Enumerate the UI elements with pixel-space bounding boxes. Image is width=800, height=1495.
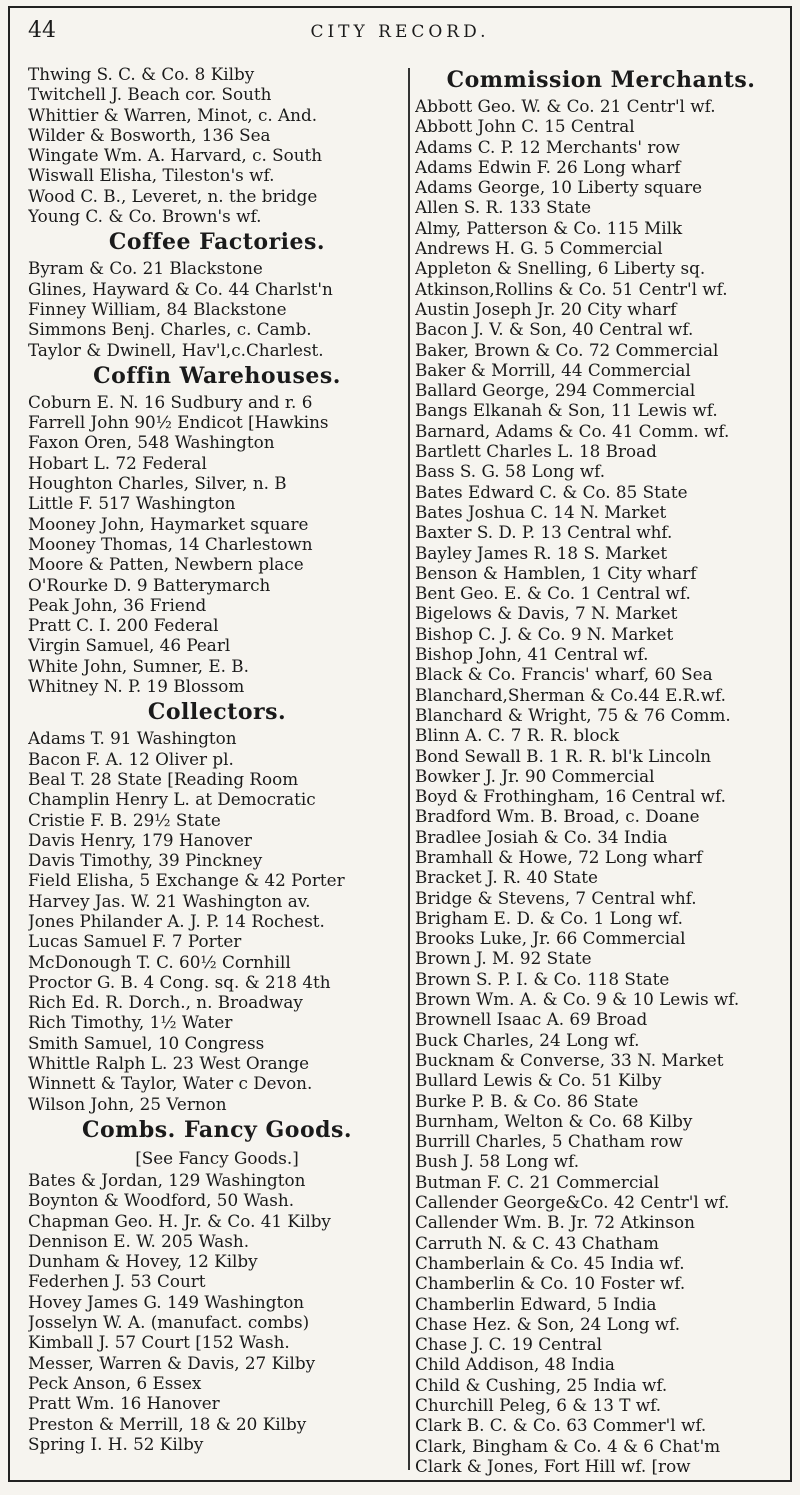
directory-entry: Messer, Warren & Davis, 27 Kilby (28, 1352, 316, 1373)
directory-entry: Bacon F. A. 12 Oliver pl. (28, 748, 234, 769)
directory-entry: Child Addison, 48 India (415, 1354, 615, 1375)
directory-entry: Proctor G. B. 4 Cong. sq. & 218 4th (28, 971, 331, 992)
directory-entry: Adams George, 10 Liberty square (415, 177, 703, 198)
directory-entry: Bracket J. R. 40 State (415, 867, 598, 888)
left-column (28, 64, 406, 1454)
directory-entry: Wood C. B., Leveret, n. the bridge (28, 185, 318, 206)
directory-entry: Callender Wm. B. Jr. 72 Atkinson (415, 1212, 695, 1233)
cross-reference-note: [See Fancy Goods.] (135, 1147, 299, 1168)
directory-entry: Blinn A. C. 7 R. R. block (415, 725, 620, 746)
directory-entry: Boynton & Woodford, 50 Wash. (28, 1190, 295, 1211)
top-entries (28, 64, 406, 226)
directory-entry: Wingate Wm. A. Harvard, c. South (28, 145, 323, 166)
directory-entry: Clark & Jones, Fort Hill wf. [row (415, 1455, 691, 1476)
directory-entry: McDonough T. C. 60½ Cornhill (28, 951, 291, 972)
directory-entry: Simmons Benj. Charles, c. Camb. (28, 319, 312, 340)
directory-entry: Barnard, Adams & Co. 41 Comm. wf. (415, 420, 730, 441)
directory-entry: Brown J. M. 92 State (415, 948, 592, 969)
section-title-commission-merchants: Commission Merchants. (446, 67, 756, 93)
running-head: CITY RECORD. (310, 22, 490, 42)
directory-entry: Chapman Geo. H. Jr. & Co. 41 Kilby (28, 1210, 331, 1231)
directory-entry: Taylor & Dwinell, Hav'l,c.Charlest. (28, 339, 324, 360)
directory-entry: Houghton Charles, Silver, n. B (28, 473, 287, 494)
directory-entry: Young C. & Co. Brown's wf. (28, 206, 262, 227)
directory-entry: Whittle Ralph L. 23 West Orange (28, 1053, 310, 1074)
directory-entry: Carruth N. & C. 43 Chatham (415, 1232, 659, 1253)
column-divider (408, 68, 410, 1470)
directory-entry: Appleton & Snelling, 6 Liberty sq. (415, 258, 706, 279)
directory-entry: Peak John, 36 Friend (28, 594, 207, 615)
directory-entry: Burke P. B. & Co. 86 State (415, 1090, 639, 1111)
directory-entry: Pratt Wm. 16 Hanover (28, 1393, 220, 1414)
directory-entry: Brown S. P. I. & Co. 118 State (415, 968, 670, 989)
right-column (415, 64, 787, 1476)
commission-merchants-list (415, 96, 787, 1476)
section-title-coffin-warehouses: Coffin Warehouses. (93, 362, 341, 389)
directory-entry: Bigelows & Davis, 7 N. Market (415, 603, 678, 624)
section-title-collectors: Collectors. (147, 699, 287, 726)
directory-entry: Wilder & Bosworth, 136 Sea (28, 124, 271, 145)
directory-entry: Adams T. 91 Washington (28, 728, 237, 749)
directory-entry: White John, Sumner, E. B. (28, 655, 249, 676)
directory-entry: Byram & Co. 21 Blackstone (28, 258, 263, 279)
directory-entry: Jones Philander A. J. P. 14 Rochest. (28, 910, 325, 931)
directory-entry: Lucas Samuel F. 7 Porter (28, 931, 242, 952)
directory-entry: Allen S. R. 133 State (415, 197, 592, 218)
directory-entry: Winnett & Taylor, Water c Devon. (28, 1073, 313, 1094)
directory-entry: Rich Ed. R. Dorch., n. Broadway (28, 992, 303, 1013)
directory-entry: Abbott John C. 15 Central (415, 116, 635, 137)
directory-entry: Bishop John, 41 Central wf. (415, 644, 649, 665)
directory-entry: Glines, Hayward & Co. 44 Charlst'n (28, 278, 333, 299)
directory-entry: Andrews H. G. 5 Commercial (415, 238, 663, 259)
directory-entry: Burnham, Welton & Co. 68 Kilby (415, 1110, 693, 1131)
directory-entry: Twitchell J. Beach cor. South (28, 84, 272, 105)
directory-entry: Bradford Wm. B. Broad, c. Doane (415, 806, 700, 827)
directory-entry: Bacon J. V. & Son, 40 Central wf. (415, 319, 694, 340)
directory-entry: Mooney John, Haymarket square (28, 513, 309, 534)
directory-entry: Adams C. P. 12 Merchants' row (415, 136, 680, 157)
directory-entry: Davis Timothy, 39 Pinckney (28, 850, 263, 871)
directory-entry: Brigham E. D. & Co. 1 Long wf. (415, 907, 684, 928)
directory-entry: Bucknam & Converse, 33 N. Market (415, 1049, 724, 1070)
directory-entry: Pratt C. I. 200 Federal (28, 615, 219, 636)
directory-entry: Chase J. C. 19 Central (415, 1334, 602, 1355)
directory-entry: Child & Cushing, 25 India wf. (415, 1374, 668, 1395)
directory-entry: Bass S. G. 58 Long wf. (415, 461, 606, 482)
directory-page (8, 6, 792, 1482)
directory-entry: Thwing S. C. & Co. 8 Kilby (28, 64, 255, 84)
directory-entry: Buck Charles, 24 Long wf. (415, 1029, 640, 1050)
directory-entry: Chase Hez. & Son, 24 Long wf. (415, 1313, 681, 1334)
directory-entry: Black & Co. Francis' wharf, 60 Sea (415, 664, 713, 685)
directory-entry: Churchill Peleg, 6 & 13 T wf. (415, 1395, 662, 1415)
directory-entry: Rich Timothy, 1½ Water (28, 1012, 233, 1033)
directory-entry: Preston & Merrill, 18 & 20 Kilby (28, 1413, 307, 1434)
directory-entry: Baker & Morrill, 44 Commercial (415, 359, 691, 380)
directory-entry: Chamberlain & Co. 45 India wf. (415, 1252, 685, 1273)
section-title-combs-fancy-goods: Combs. Fancy Goods. (81, 1116, 353, 1143)
directory-entry: Cristie F. B. 29½ State (28, 809, 221, 830)
collectors-list (28, 728, 406, 1114)
directory-entry: Blanchard & Wright, 75 & 76 Comm. (415, 704, 731, 725)
directory-entry: Wiswall Elisha, Tileston's wf. (28, 165, 275, 186)
directory-entry: Bullard Lewis & Co. 51 Kilby (415, 1070, 662, 1091)
directory-entry: Benson & Hamblen, 1 City wharf (415, 562, 697, 583)
directory-entry: Butman F. C. 21 Commercial (415, 1171, 660, 1192)
directory-entry: Little F. 517 Washington (28, 493, 236, 514)
directory-entry: Harvey Jas. W. 21 Washington av. (28, 890, 311, 911)
directory-entry: Austin Joseph Jr. 20 City wharf (415, 298, 677, 319)
directory-entry: Whittier & Warren, Minot, c. And. (28, 104, 318, 125)
directory-entry: Ballard George, 294 Commercial (415, 380, 696, 401)
directory-entry: Field Elisha, 5 Exchange & 42 Porter (28, 870, 345, 891)
directory-entry: Bradlee Josiah & Co. 34 India (415, 826, 668, 847)
directory-entry: Faxon Oren, 548 Washington (28, 432, 275, 453)
directory-entry: Bishop C. J. & Co. 9 N. Market (415, 623, 674, 644)
directory-entry: Bush J. 58 Long wf. (415, 1151, 580, 1172)
directory-entry: Hobart L. 72 Federal (28, 452, 207, 473)
directory-entry: Bates Edward C. & Co. 85 State (415, 481, 688, 502)
directory-entry: Blanchard,Sherman & Co.44 E.R.wf. (415, 684, 726, 705)
directory-entry: Brownell Isaac A. 69 Broad (415, 1009, 648, 1030)
directory-entry: Bartlett Charles L. 18 Broad (415, 441, 657, 462)
directory-entry: O'Rourke D. 9 Batterymarch (28, 574, 271, 595)
directory-entry: Bangs Elkanah & Son, 11 Lewis wf. (415, 400, 718, 421)
directory-entry: Moore & Patten, Newbern place (28, 554, 304, 575)
directory-entry: Bent Geo. E. & Co. 1 Central wf. (415, 583, 691, 604)
directory-entry: Bates & Jordan, 129 Washington (28, 1169, 306, 1190)
page-header (10, 8, 790, 48)
directory-entry: Abbott Geo. W. & Co. 21 Centr'l wf. (415, 96, 716, 116)
directory-entry: Baxter S. D. P. 13 Central whf. (415, 522, 673, 543)
directory-entry: Bramhall & Howe, 72 Long wharf (415, 846, 703, 867)
directory-entry: Brooks Luke, Jr. 66 Commercial (415, 928, 686, 949)
directory-entry: Kimball J. 57 Court [152 Wash. (28, 1332, 290, 1353)
directory-entry: Beal T. 28 State [Reading Room (28, 768, 299, 789)
combs-list (28, 1170, 406, 1454)
directory-entry: Boyd & Frothingham, 16 Central wf. (415, 786, 726, 807)
directory-entry: Bowker J. Jr. 90 Commercial (415, 765, 655, 786)
directory-entry: Callender George&Co. 42 Centr'l wf. (415, 1192, 730, 1213)
directory-entry: Chamberlin & Co. 10 Foster wf. (415, 1273, 686, 1294)
directory-entry: Mooney Thomas, 14 Charlestown (28, 533, 313, 554)
directory-entry: Chamberlin Edward, 5 India (415, 1293, 657, 1314)
directory-entry: Whitney N. P. 19 Blossom (28, 676, 245, 697)
directory-entry: Baker, Brown & Co. 72 Commercial (415, 339, 719, 360)
coffin-warehouses-list (28, 392, 406, 696)
directory-entry: Wilson John, 25 Vernon (28, 1093, 227, 1114)
directory-entry: Clark, Bingham & Co. 4 & 6 Chat'm (415, 1435, 721, 1456)
directory-entry: Peck Anson, 6 Essex (28, 1372, 202, 1393)
directory-entry: Bates Joshua C. 14 N. Market (415, 501, 667, 522)
page-number: 44 (28, 18, 56, 43)
directory-entry: Farrell John 90½ Endicot [Hawkins (28, 412, 329, 433)
directory-entry: Burrill Charles, 5 Chatham row (415, 1131, 683, 1152)
directory-entry: Dunham & Hovey, 12 Kilby (28, 1251, 258, 1272)
directory-entry: Brown Wm. A. & Co. 9 & 10 Lewis wf. (415, 989, 740, 1010)
coffee-factories-list (28, 258, 406, 359)
directory-entry: Josselyn W. A. (manufact. combs) (28, 1312, 310, 1333)
directory-entry: Virgin Samuel, 46 Pearl (28, 635, 231, 656)
directory-entry: Bond Sewall B. 1 R. R. bl'k Lincoln (415, 745, 712, 766)
directory-entry: Almy, Patterson & Co. 115 Milk (415, 217, 683, 238)
directory-entry: Bridge & Stevens, 7 Central whf. (415, 887, 697, 908)
directory-entry: Federhen J. 53 Court (28, 1271, 206, 1292)
directory-entry: Bayley James R. 18 S. Market (415, 542, 668, 563)
directory-entry: Adams Edwin F. 26 Long wharf (415, 156, 681, 177)
directory-entry: Hovey James G. 149 Washington (28, 1291, 305, 1312)
directory-entry: Finney William, 84 Blackstone (28, 298, 287, 319)
directory-entry: Davis Henry, 179 Hanover (28, 829, 252, 850)
directory-entry: Dennison E. W. 205 Wash. (28, 1230, 250, 1251)
directory-entry: Spring I. H. 52 Kilby (28, 1433, 204, 1454)
directory-entry: Smith Samuel, 10 Congress (28, 1032, 265, 1053)
section-title-coffee-factories: Coffee Factories. (108, 229, 326, 256)
directory-entry: Champlin Henry L. at Democratic (28, 789, 316, 810)
directory-entry: Coburn E. N. 16 Sudbury and r. 6 (28, 391, 313, 412)
directory-entry: Atkinson,Rollins & Co. 51 Centr'l wf. (415, 278, 728, 299)
directory-entry: Clark B. C. & Co. 63 Commer'l wf. (415, 1415, 707, 1436)
